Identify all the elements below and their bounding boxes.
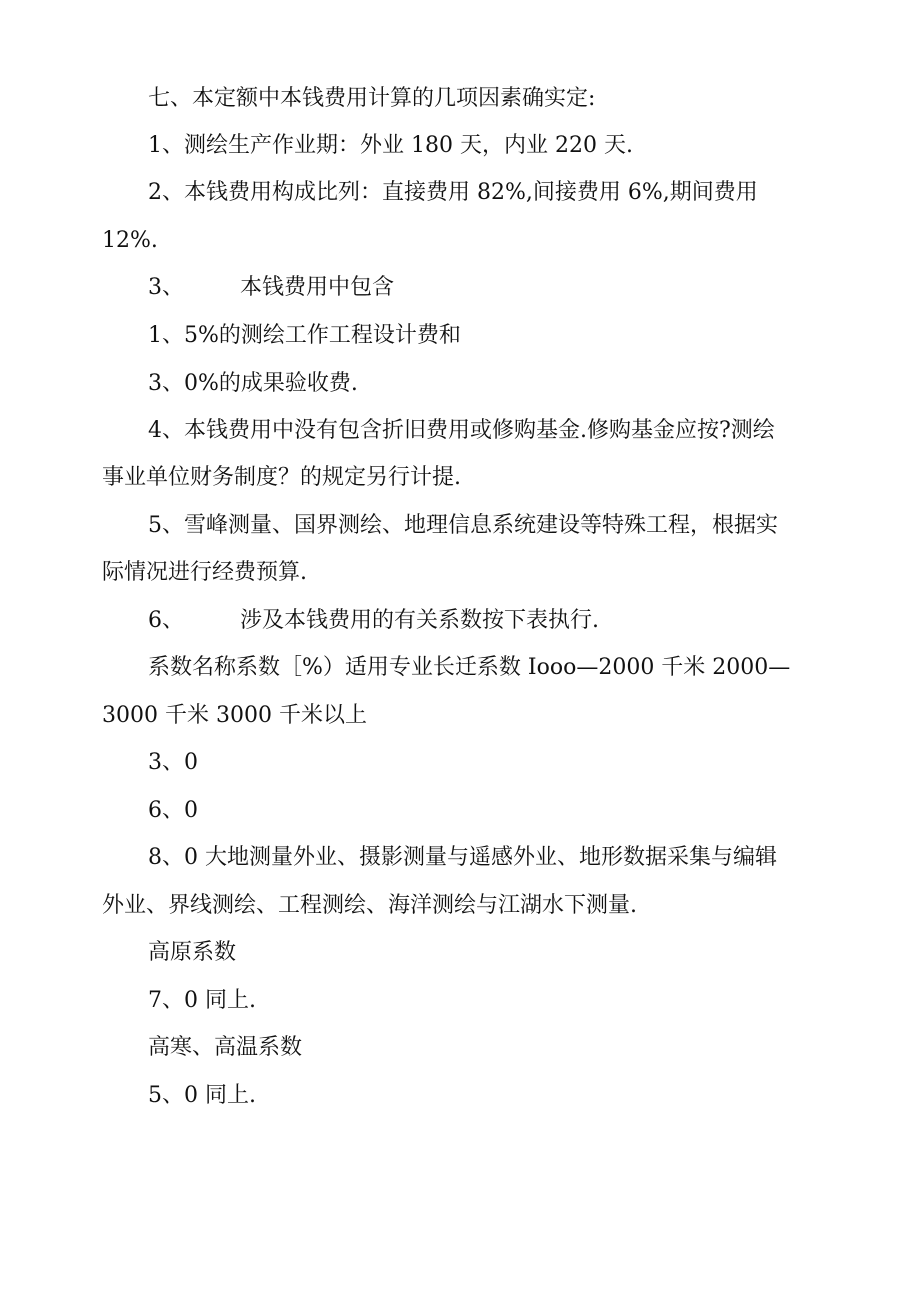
paragraph-4-line-1: 4、本钱费用中没有包含折旧费用或修购基金.修购基金应按?测绘 — [148, 418, 775, 443]
section-heading-7: 七、本定额中本钱费用计算的几项因素确实定: — [148, 86, 596, 111]
paragraph-4-line-2: 事业单位财务制度？的规定另行计提. — [102, 465, 461, 490]
paragraph-1-design-fee: 1、5%的测绘工作工程设计费和 — [148, 323, 461, 348]
paragraph-2-line-2: 12%. — [102, 228, 158, 253]
plateau-coefficient-label: 高原系数 — [148, 940, 237, 965]
paragraph-6 — [0, 606, 920, 636]
table-header-line-1: 系数名称系数［%）适用专业长迁系数 Iooo—2000 千米 2000— — [148, 655, 791, 680]
cold-heat-coefficient-label: 高寒、高温系数 — [148, 1035, 303, 1060]
coefficient-row-3-line-1: 8、0 大地测量外业、摄影测量与遥感外业、地形数据采集与编辑 — [148, 845, 777, 870]
coefficient-row-3-line-2: 外业、界线测绘、工程测绘、海洋测绘与江湖水下测量. — [102, 893, 637, 918]
coefficient-row-1: 3、0 — [148, 750, 198, 775]
table-header-line-2: 3000 千米 3000 千米以上 — [102, 703, 367, 728]
paragraph-5-line-1: 5、雪峰测量、国界测绘、地理信息系统建设等特殊工程，根据实 — [148, 513, 778, 538]
cold-heat-coefficient-value: 5、0 同上. — [148, 1083, 256, 1108]
paragraph-1: 1、测绘生产作业期：外业 180 天，内业 220 天. — [148, 133, 633, 158]
item-number-3: 3、 — [148, 275, 184, 300]
coefficient-row-2: 6、0 — [148, 798, 198, 823]
paragraph-5-line-2: 际情况进行经费预算. — [102, 560, 307, 585]
paragraph-3 — [0, 273, 920, 303]
item-text-3: 本钱费用中包含 — [240, 275, 395, 300]
paragraph-3-acceptance-fee: 3、0%的成果验收费. — [148, 371, 358, 396]
plateau-coefficient-value: 7、0 同上. — [148, 988, 256, 1013]
paragraph-2-line-1: 2、本钱费用构成比列：直接费用 82%,间接费用 6%,期间费用 — [148, 180, 758, 205]
item-number-6: 6、 — [148, 608, 184, 633]
item-text-6: 涉及本钱费用的有关系数按下表执行. — [240, 608, 599, 633]
